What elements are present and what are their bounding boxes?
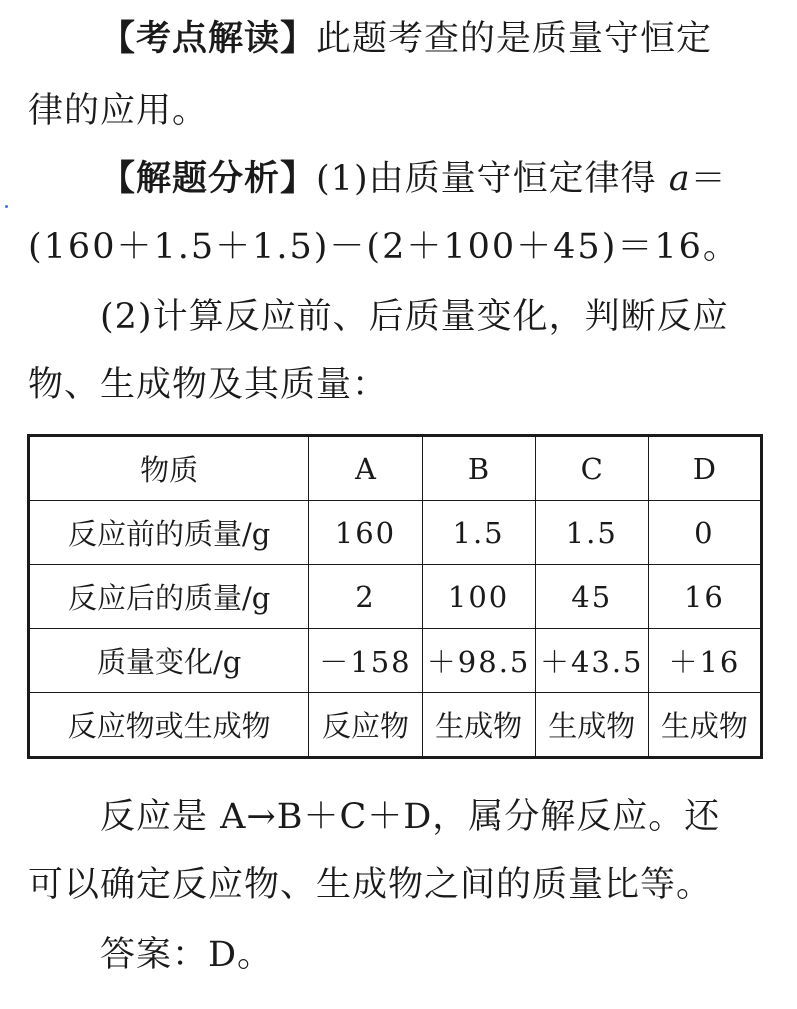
para1-line2: 律的应用。 <box>28 91 209 131</box>
para2-line2: (160＋1.5＋1.5)－(2＋100＋45)＝16。 <box>28 227 740 267</box>
row-label: 反应物或生成物 <box>29 693 309 758</box>
table-row <box>29 693 762 758</box>
para2-line1 <box>100 158 727 200</box>
header-cell-substance: 物质 <box>29 436 309 501</box>
table-cell: 16 <box>648 565 761 629</box>
equals-sign: ＝ <box>690 159 727 199</box>
answer-line: 答案：D。 <box>100 935 274 975</box>
table-cell: 160 <box>309 501 422 565</box>
table-cell: 1.5 <box>422 501 535 565</box>
para1-line1 <box>100 18 712 60</box>
tag-jieti-fenxi: 【解题分析】 <box>100 159 317 199</box>
table-cell: 45 <box>535 565 648 629</box>
table-cell: 0 <box>648 501 761 565</box>
row-label: 反应前的质量/g <box>29 501 309 565</box>
table-row <box>29 565 762 629</box>
table-header-row <box>29 436 762 501</box>
header-cell-b: B <box>422 436 535 501</box>
table-cell: －158 <box>309 629 422 693</box>
header-cell-c: C <box>535 436 648 501</box>
para4-line1: 反应是 A→B＋C＋D，属分解反应。还 <box>100 797 721 837</box>
variable-a: a <box>668 159 691 199</box>
para1-text1: 此题考查的是质量守恒定 <box>316 19 713 59</box>
table-cell: 生成物 <box>422 693 535 758</box>
para3-line2: 物、生成物及其质量： <box>28 365 389 405</box>
header-cell-d: D <box>648 436 761 501</box>
table-cell: 1.5 <box>535 501 648 565</box>
header-cell-a: A <box>309 436 422 501</box>
table-cell: ＋16 <box>648 629 761 693</box>
table-cell: ＋43.5 <box>535 629 648 693</box>
blue-speck <box>5 205 8 208</box>
table-cell: 生成物 <box>535 693 648 758</box>
tag-kaodian-jiedu: 【考点解读】 <box>100 19 317 59</box>
row-label: 反应后的质量/g <box>29 565 309 629</box>
para4-line2: 可以确定反应物、生成物之间的质量比等。 <box>28 865 713 905</box>
table-cell: 100 <box>422 565 535 629</box>
mass-change-table <box>27 434 763 759</box>
para3-line1: (2)计算反应前、后质量变化，判断反应 <box>100 297 729 337</box>
para2-text1: (1)由质量守恒定律得 <box>316 159 657 199</box>
table-cell: ＋98.5 <box>422 629 535 693</box>
table-cell: 2 <box>309 565 422 629</box>
table-cell: 生成物 <box>648 693 761 758</box>
table-row <box>29 501 762 565</box>
row-label: 质量变化/g <box>29 629 309 693</box>
table-row <box>29 629 762 693</box>
table-cell: 反应物 <box>309 693 422 758</box>
